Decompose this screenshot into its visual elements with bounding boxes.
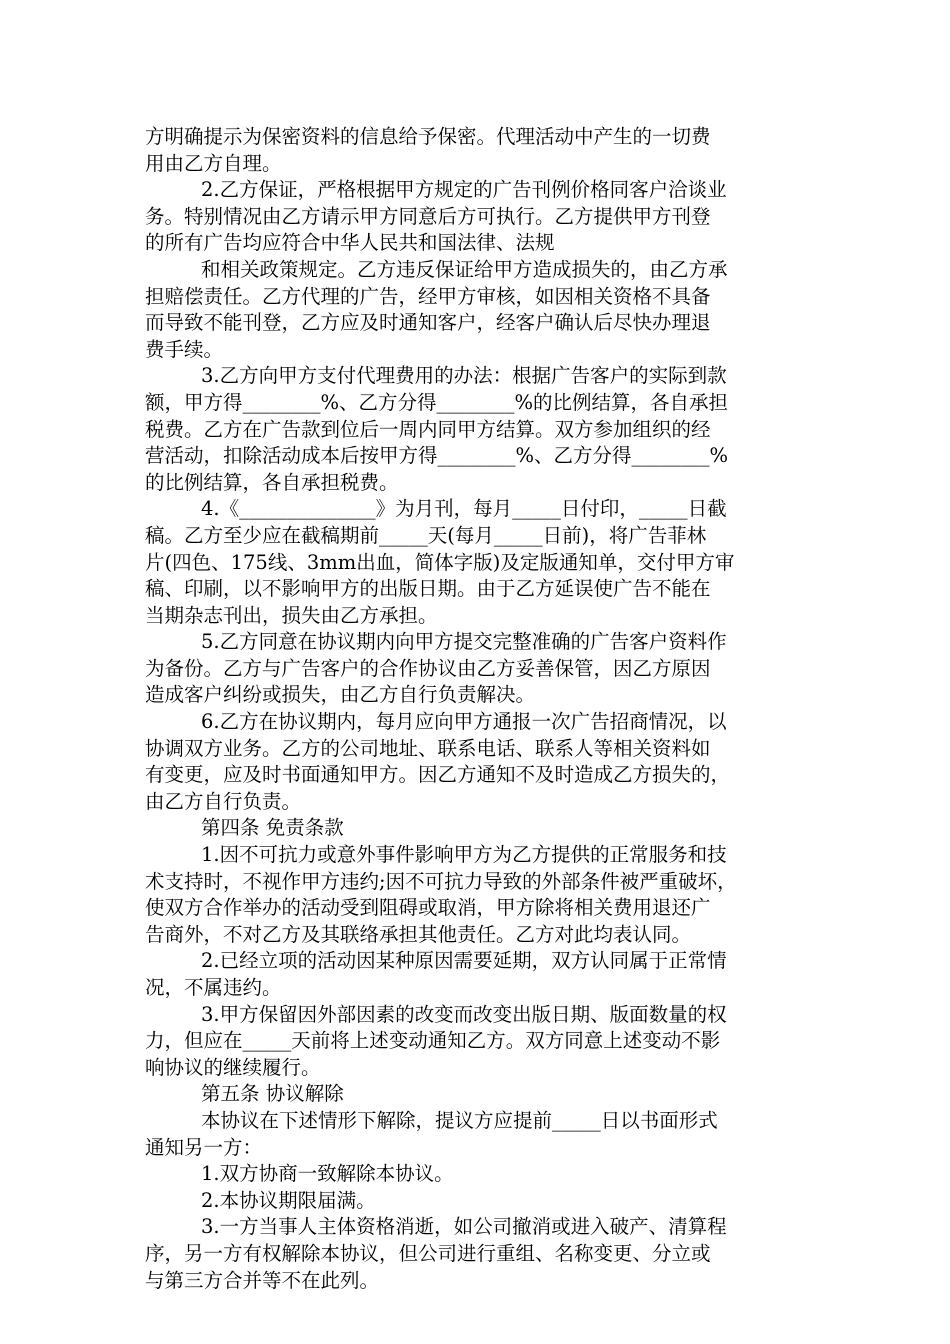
- text-line: 费手续。: [145, 337, 224, 361]
- text-line: 而导致不能刊登，乙方应及时通知客户，经客户确认后尽快办理退: [145, 311, 711, 335]
- text-line: 片(四色、175线、3mm出血，简体字版)及定版通知单，交付甲方审: [145, 550, 735, 574]
- text-line: 第四条 免责条款: [201, 816, 344, 840]
- text-line: 况，不属违约。: [145, 976, 282, 999]
- text-line: 1.因不可抗力或意外事件影响甲方为乙方提供的正常服务和技: [201, 843, 727, 867]
- text-line: 第五条 协议解除: [201, 1082, 344, 1106]
- text-line: 3.乙方向甲方支付代理费用的办法：根据广告客户的实际到款: [201, 364, 727, 388]
- text-line: 本协议在下述情形下解除，提议方应提前_____日以书面形式: [201, 1108, 718, 1132]
- text-line: 通知另一方：: [145, 1135, 263, 1159]
- text-line: 造成客户纠纷或损失，由乙方自行负责解决。: [145, 683, 536, 707]
- text-line: 为备份。乙方与广告客户的合作协议由乙方妥善保管，因乙方原因: [145, 656, 711, 680]
- text-line: 额，甲方得________%、乙方分得________%的比例结算，各自承担: [145, 390, 729, 414]
- text-line: 的所有广告均应符合中华人民共和国法律、法规: [145, 231, 555, 255]
- text-line: 序，另一方有权解除本协议，但公司进行重组、名称变更、分立或: [145, 1241, 711, 1265]
- text-line: 和相关政策规定。乙方违反保证给甲方造成损失的，由乙方承: [201, 257, 728, 281]
- text-line: 5.乙方同意在协议期内向甲方提交完整准确的广告客户资料作: [201, 630, 727, 654]
- text-line: 6.乙方在协议期内，每月应向甲方通报一次广告招商情况，以: [201, 710, 727, 734]
- text-line: 告商外，不对乙方及其联络承担其他责任。乙方对此均表认同。: [145, 922, 692, 946]
- text-line: 4.《______________》为月刊，每月_____日付印，_____日截: [201, 497, 727, 521]
- text-line: 1.双方协商一致解除本协议。: [201, 1162, 454, 1186]
- text-line: 稿。乙方至少应在截稿期前_____天(每月_____日前)，将广告菲林: [145, 523, 707, 547]
- text-line: 务。特别情况由乙方请示甲方同意后方可执行。乙方提供甲方刊登: [145, 204, 711, 228]
- text-line: 2.已经立项的活动因某种原因需要延期，双方认同属于正常情: [201, 949, 727, 973]
- text-line: 与第三方合并等不在此列。: [145, 1268, 380, 1292]
- text-line: 由乙方自行负责。: [145, 789, 302, 813]
- text-line: 营活动，扣除活动成本后按甲方得________%、乙方分得________%: [145, 444, 729, 468]
- text-line: 使双方合作举办的活动受到阻碍或取消，甲方除将相关费用退还广: [145, 896, 711, 920]
- text-line: 用由乙方自理。: [145, 151, 282, 175]
- text-line: 稿、印刷，以不影响甲方的出版日期。由于乙方延误使广告不能在: [145, 577, 711, 601]
- text-line: 3.甲方保留因外部因素的改变而改变出版日期、版面数量的权: [201, 1002, 727, 1026]
- text-line: 3.一方当事人主体资格消逝，如公司撤消或进入破产、清算程: [201, 1215, 727, 1239]
- text-line: 方明确提示为保密资料的信息给予保密。代理活动中产生的一切费: [145, 125, 711, 148]
- text-line: 有变更，应及时书面通知甲方。因乙方通知不及时造成乙方损失的，: [145, 763, 731, 787]
- document-body: [145, 124, 805, 1294]
- text-line: 当期杂志刊出，损失由乙方承担。: [145, 603, 438, 627]
- text-line: 担赔偿责任。乙方代理的广告，经甲方审核，如因相关资格不具备: [145, 284, 711, 308]
- text-line: 术支持时，不视作甲方违约;因不可抗力导致的外部条件被严重破坏，: [145, 869, 737, 893]
- text-line: 协调双方业务。乙方的公司地址、联系电话、联系人等相关资料如: [145, 736, 711, 760]
- text-line: 响协议的继续履行。: [145, 1055, 321, 1079]
- text-line: 2.本协议期限届满。: [201, 1188, 376, 1212]
- text-line: 的比例结算，各自承担税费。: [145, 470, 399, 494]
- text-line: 力，但应在_____天前将上述变动通知乙方。双方同意上述变动不影: [145, 1029, 721, 1053]
- text-line: 2.乙方保证，严格根据甲方规定的广告刊例价格同客户洽谈业: [201, 178, 727, 202]
- text-line: 税费。乙方在广告款到位后一周内同甲方结算。双方参加组织的经: [145, 417, 711, 441]
